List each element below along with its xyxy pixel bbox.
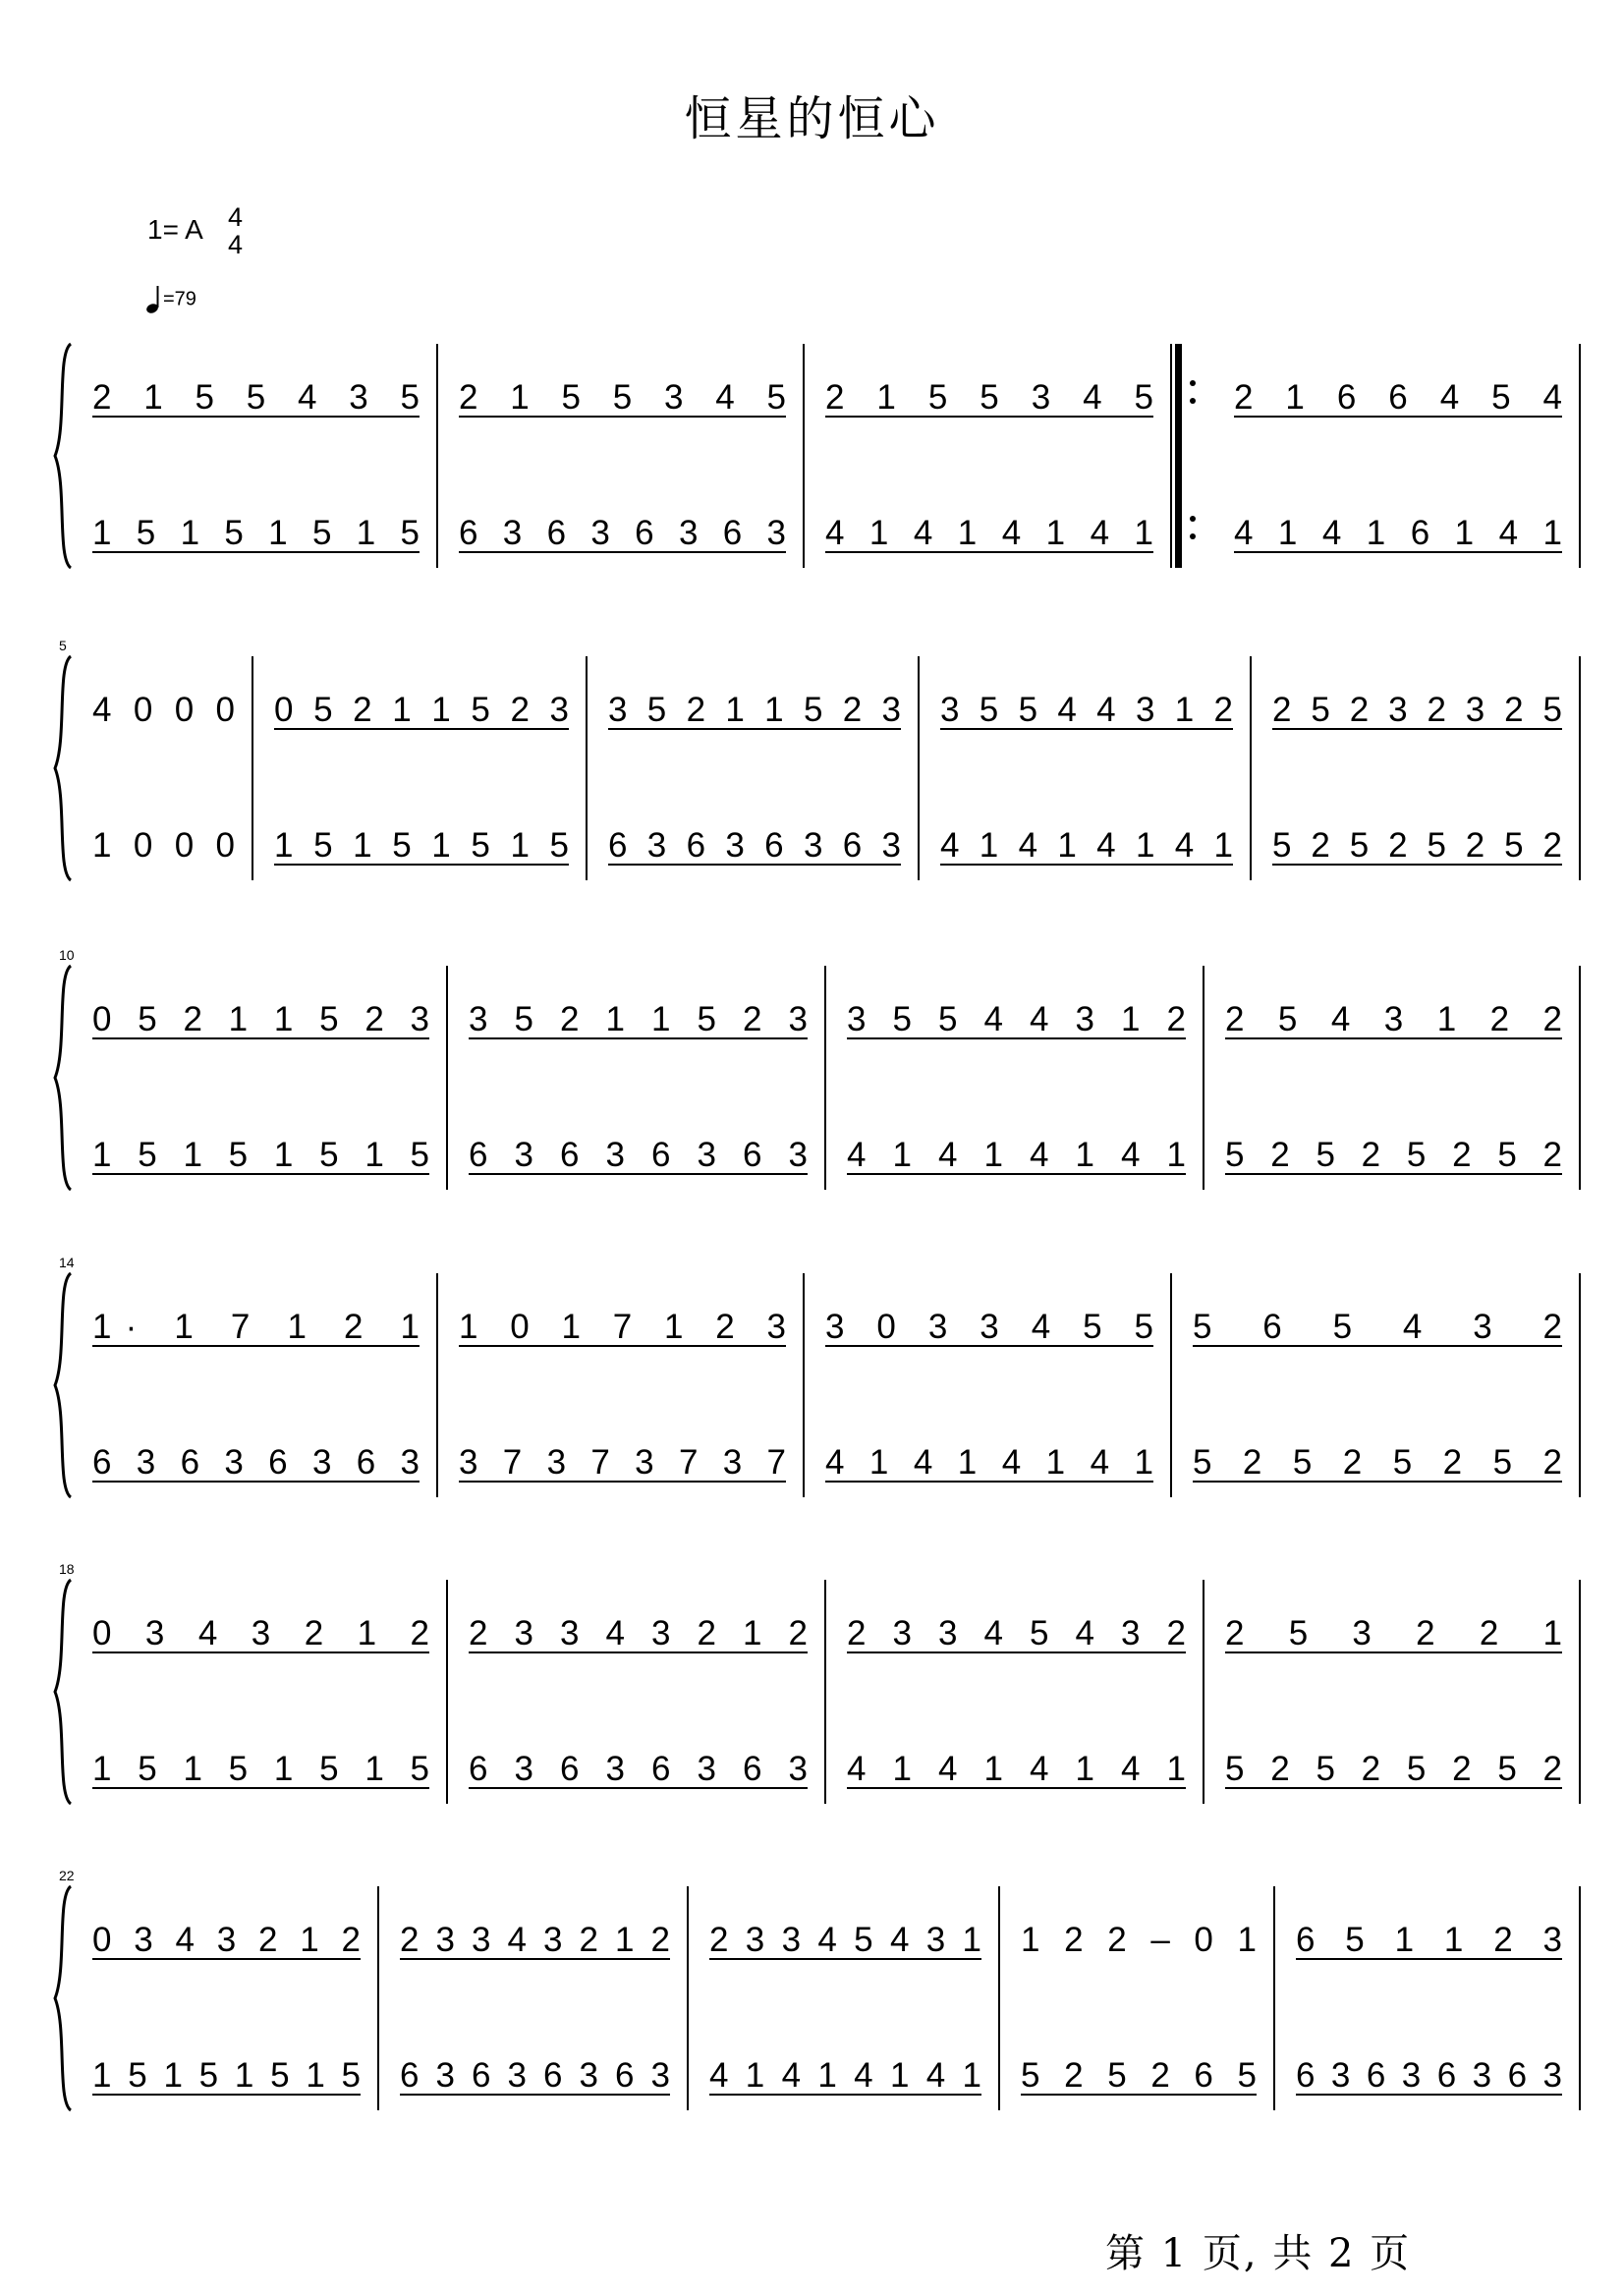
upper-notes: 1· 1 7 1 2 1: [92, 1308, 420, 1346]
upper-notes: 0 5 2 1 1 5 2 3: [92, 1000, 429, 1038]
lower-notes: 4 1 4 1 4 1 4 1: [847, 1750, 1186, 1788]
measure-number: 10: [59, 947, 75, 963]
system-5: [55, 1561, 1580, 1804]
upper-notes: 3 5 5 4 4 3 1 2: [940, 691, 1233, 729]
upper-notes: 3 0 3 3 4 5 5: [825, 1308, 1153, 1346]
measure-number: 22: [59, 1868, 75, 1883]
grand-staff-brace: [55, 966, 71, 1190]
time-signature-bottom: 4: [228, 230, 244, 259]
upper-notes: 6 5 1 1 2 3: [1296, 1921, 1562, 1959]
upper-notes: 0 3 4 3 2 1 2: [92, 1614, 429, 1652]
upper-notes: 2 3 3 4 3 2 1 2: [469, 1614, 808, 1652]
repeat-dot: [1190, 380, 1196, 386]
lower-notes: 6 3 6 3 6 3 6 3: [469, 1750, 808, 1788]
upper-notes: 2 5 2 3 2 3 2 5: [1272, 691, 1562, 729]
upper-notes: 2 5 4 3 1 2 2: [1225, 1000, 1562, 1038]
lower-notes: 4 1 4 1 4 1 4 1: [709, 2056, 981, 2095]
lower-notes: 1 5 1 5 1 5 1 5: [92, 1136, 429, 1174]
lower-notes: 1 5 1 5 1 5 1 5: [92, 1750, 429, 1788]
upper-notes: 2 1 5 5 4 3 5: [92, 378, 420, 417]
lower-notes: 5 2 5 2 6 5: [1021, 2056, 1257, 2095]
upper-notes: 0 3 4 3 2 1 2: [92, 1921, 361, 1959]
upper-notes: 3 5 2 1 1 5 2 3: [469, 1000, 808, 1038]
grand-staff-brace: [55, 344, 71, 568]
lower-notes: 6 3 6 3 6 3 6 3: [400, 2056, 670, 2095]
key-signature: 1= A: [147, 214, 203, 245]
system-6: [55, 1868, 1580, 2110]
lower-notes: 5 2 5 2 5 2 5 2: [1272, 826, 1562, 865]
lower-notes: 1 5 1 5 1 5 1 5: [92, 514, 420, 552]
upper-notes: 2 1 6 6 4 5 4: [1234, 378, 1562, 417]
lower-notes: 5 2 5 2 5 2 5 2: [1193, 1443, 1562, 1482]
measure-number: 18: [59, 1561, 75, 1577]
lower-notes: 5 2 5 2 5 2 5 2: [1225, 1750, 1562, 1788]
grand-staff-brace: [55, 1273, 71, 1497]
grand-staff-brace: [55, 1580, 71, 1804]
grand-staff-brace: [55, 656, 71, 880]
upper-notes: 2 1 5 5 3 4 5: [825, 378, 1153, 417]
upper-notes: 3 5 2 1 1 5 2 3: [608, 691, 901, 729]
upper-notes: 1 0 1 7 1 2 3: [459, 1308, 786, 1346]
lower-notes: 6 3 6 3 6 3 6 3: [459, 514, 786, 552]
lower-notes: 4 1 4 1 4 1 4 1: [940, 826, 1233, 865]
upper-notes: 3 5 5 4 4 3 1 2: [847, 1000, 1186, 1038]
measure-number: 5: [59, 638, 67, 653]
measure-number: 14: [59, 1255, 75, 1270]
repeat-dot: [1190, 516, 1196, 522]
upper-notes: 2 5 3 2 2 1: [1225, 1614, 1562, 1652]
lower-notes: 3 7 3 7 3 7 3 7: [459, 1443, 786, 1482]
repeat-dot: [1190, 398, 1196, 404]
system-1: [55, 344, 1580, 568]
upper-notes: 2 3 3 4 5 4 3 1: [709, 1921, 981, 1959]
lower-notes: 6 3 6 3 6 3 6 3: [1296, 2056, 1562, 2095]
upper-notes: 2 1 5 5 3 4 5: [459, 378, 786, 417]
system-3: [55, 947, 1580, 1190]
upper-notes: 4 0 0 0: [92, 691, 235, 729]
lower-notes: 1 5 1 5 1 5 1 5: [274, 826, 569, 865]
page-footer: 第 1 页, 共 2 页: [1105, 2231, 1412, 2276]
time-signature-top: 4: [228, 202, 244, 232]
lower-notes: 1 5 1 5 1 5 1 5: [92, 2056, 361, 2095]
page-title: 恒星的恒心: [684, 91, 940, 146]
lower-notes: 4 1 4 1 4 1 4 1: [847, 1136, 1186, 1174]
lower-notes: 6 3 6 3 6 3 6 3: [92, 1443, 420, 1482]
upper-notes: 2 3 3 4 5 4 3 2: [847, 1614, 1186, 1652]
lower-notes: 4 1 4 1 4 1 4 1: [825, 1443, 1153, 1482]
system-2: [55, 638, 1580, 880]
upper-notes: 0 5 2 1 1 5 2 3: [274, 691, 569, 729]
lower-notes: 4 1 4 1 6 1 4 1: [1234, 514, 1562, 552]
lower-notes: 5 2 5 2 5 2 5 2: [1225, 1136, 1562, 1174]
lower-notes: 4 1 4 1 4 1 4 1: [825, 514, 1153, 552]
repeat-dot: [1190, 533, 1196, 539]
upper-notes: 5 6 5 4 3 2: [1193, 1308, 1562, 1346]
lower-notes: 6 3 6 3 6 3 6 3: [469, 1136, 808, 1174]
system-4: [55, 1255, 1580, 1497]
grand-staff-brace: [55, 1886, 71, 2110]
lower-notes: 1 0 0 0: [92, 826, 235, 865]
tempo-value: =79: [163, 288, 196, 310]
repeat-barline: [1175, 344, 1182, 568]
lower-notes: 6 3 6 3 6 3 6 3: [608, 826, 901, 865]
upper-notes: 2 3 3 4 3 2 1 2: [400, 1921, 670, 1959]
upper-notes: 1 2 2 – 0 1: [1021, 1921, 1257, 1959]
